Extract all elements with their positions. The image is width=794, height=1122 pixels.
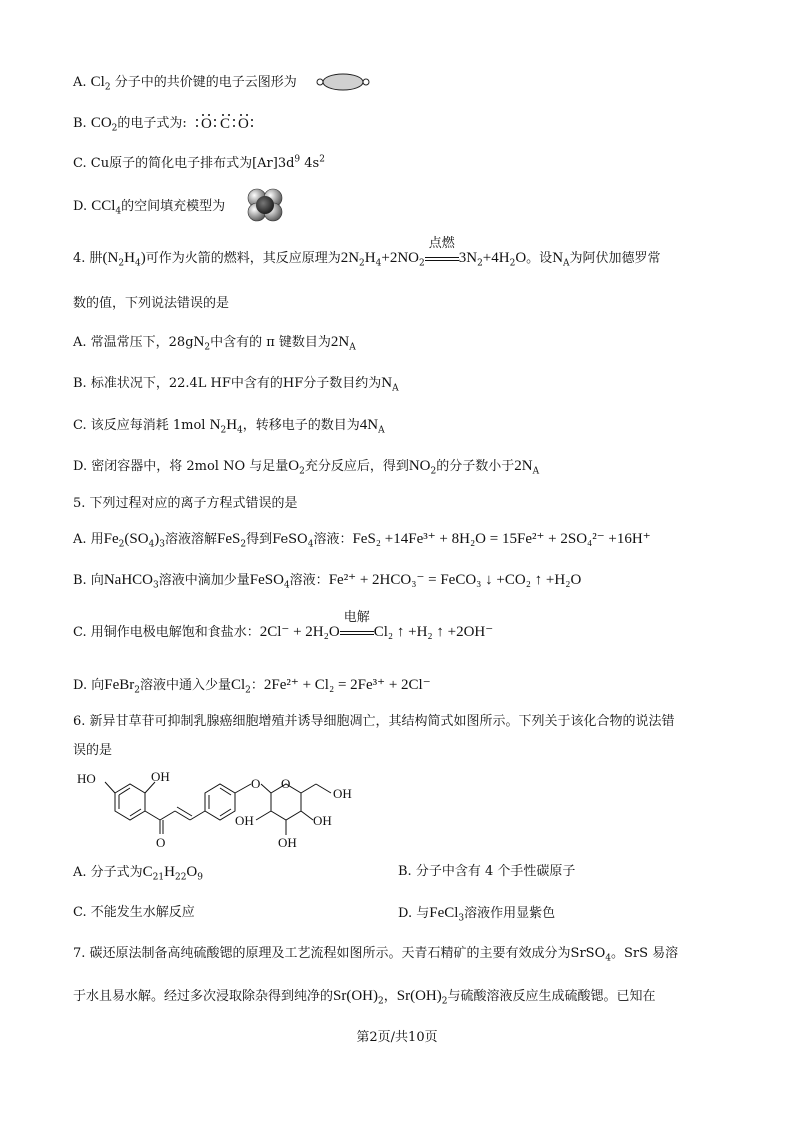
co2-lewis-structure <box>194 110 264 134</box>
reaction-condition: 点燃 <box>425 250 459 268</box>
q4-option-d: D. 密闭容器中，将 2mol NO 与足量$O_2$充分反应后，得到$NO_2$的分子数小于$2N_A$ <box>73 458 540 477</box>
ccl4-space-filling-model <box>245 189 285 221</box>
q6-stem-line2: 误的是 <box>73 743 113 758</box>
q5-option-d: D. 向FeBr$_2$溶液中通入少量$Cl_2$：2Fe²⁺ + Cl₂ = 2Fe³⁺ + 2Cl⁻ <box>73 677 431 696</box>
q7-line1: 7. 碳还原法制备高纯硫酸锶的原理及工艺流程如图所示。天青石精矿的主要有效成分为SrSO$_4$。SrS 易溶 <box>73 946 679 964</box>
q5-option-a: A. 用$Fe_2(SO_4)_3$溶液溶解FeS$_2$得到FeSO$_4$溶液：FeS₂ +14Fe³⁺ + 8H₂O = 15Fe²⁺ + 2SO₄²⁻ +16H⁺ <box>73 531 651 550</box>
q6-option-b: B. 分子中含有 4 个手性碳原子 <box>398 864 576 879</box>
q6-option-c: C. 不能发生水解反应 <box>73 905 195 920</box>
q4-stem: 4. 肼$(N_2H_4)$可作为火箭的燃料，其反应原理为$2N_2H_4+2NO_2$ 点燃 $3N_2+4H_2O$。设$N_A$为阿伏加德罗常 <box>73 236 661 269</box>
q4-option-b: B. 标准状况下，22.4L HF中含有的HF分子数目约为$N_A$ <box>73 375 399 394</box>
svg-text:C: C <box>220 116 231 132</box>
oh-label: OH <box>278 835 297 850</box>
oh-label: OH <box>151 769 170 784</box>
q3-option-a: A. $Cl_2$ 分子中的共价键的电子云图形为 <box>73 73 297 92</box>
electrolysis-condition: 电解 <box>340 624 374 642</box>
q6-option-a: A. 分子式为$C_{21}H_{22}O_9$ <box>73 864 203 883</box>
structural-formula <box>75 767 395 852</box>
svg-text:O: O <box>201 116 212 132</box>
link-o-label: O <box>251 776 261 791</box>
q3-option-c: C. Cu原子的简化电子排布式为$[Ar]3d^9$ $4s^2$ <box>73 154 325 171</box>
q3-option-b: B. $CO_2$的电子式为: O C O <box>73 114 187 133</box>
q5-option-b: B. 向NaHCO$_3$溶液中滴加少量FeSO$_4$溶液：Fe²⁺ + 2HCO₃⁻ = FeCO₃ ↓ +CO₂ ↑ +H₂O <box>73 572 582 591</box>
q4-option-c: C. 该反应每消耗 1mol $N_2H_4$，转移电子的数目为$4N_A$ <box>73 417 385 436</box>
q7-line2: 于水且易水解。经过多次浸取除杂得到纯净的$Sr(OH)_2$，$Sr(OH)_2$与硫酸溶液反应生成硫酸锶。已知在 <box>73 988 656 1007</box>
q3-option-d: D. CCl$_4$的空间填充模型为 <box>73 197 225 216</box>
page-footer: 第2页/共10页 <box>356 1030 438 1045</box>
electron-cloud-icon <box>315 72 375 92</box>
q4-option-a: A. 常温常压下，$28gN_2$中含有的 π 键数目为$2N_A$ <box>73 334 356 353</box>
ho-label: HO <box>77 771 96 786</box>
oh-label: OH <box>333 786 352 801</box>
q6-stem: 6. 新异甘草苷可抑制乳腺癌细胞增殖并诱导细胞凋亡，其结构简式如图所示。下列关于该化合物的说法错 <box>73 714 675 729</box>
ring-o-label: O <box>281 776 291 791</box>
keto-o-label: O <box>156 835 166 850</box>
q6-option-d: D. 与FeCl$_3$溶液作用显紫色 <box>398 905 556 924</box>
q5-stem: 5. 下列过程对应的离子方程式错误的是 <box>73 496 298 511</box>
oh-label: OH <box>235 813 254 828</box>
q5-option-c: C. 用铜作电极电解饱和食盐水：2Cl⁻ + 2H₂O 电解 Cl₂ ↑ +H₂ ↑ +2OH⁻ <box>73 610 494 640</box>
q4-stem-line2: 数的值，下列说法错误的是 <box>73 296 230 311</box>
svg-text:O: O <box>238 116 249 132</box>
oh-label: OH <box>313 813 332 828</box>
